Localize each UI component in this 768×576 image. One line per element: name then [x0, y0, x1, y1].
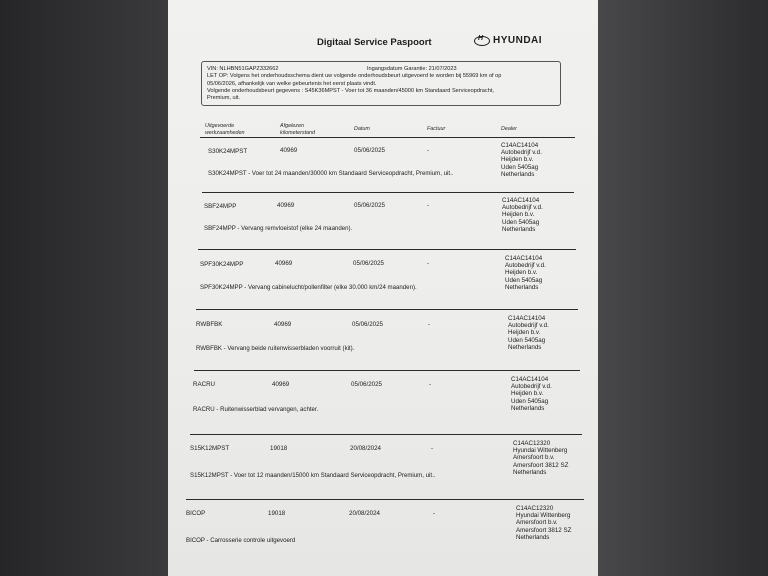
- record-description: RWBFBK - Vervang beide ruitenwisserbladen voorruit (kit).: [196, 345, 355, 352]
- record-code: SPF30K24MPP: [200, 261, 244, 268]
- header-divider: [200, 137, 575, 138]
- record-invoice: -: [431, 445, 434, 452]
- record-divider: [186, 499, 584, 500]
- record-dealer: C14AC14104 Autobedrijf v.d. Heijden b.v. Uden 5405ag Netherlands: [502, 197, 543, 233]
- record-date: 05/06/2025: [351, 381, 382, 388]
- column-header-dealer: Dealer: [501, 126, 517, 132]
- vin-number: VIN: NLHBN51GAPZ332662: [207, 66, 279, 72]
- record-date: 20/08/2024: [349, 510, 380, 517]
- notice-line-1: LET OP: Volgens het onderhoudsschema dient uw volgende onderhoudsbeurt uitgevoerd te worden bij 55969 km of op: [207, 73, 502, 80]
- hyundai-logo-icon: [474, 36, 490, 46]
- column-header-work: Uitgevoerde werkzaamheden: [205, 123, 245, 136]
- record-code: S15K12MPST: [190, 445, 230, 452]
- record-dealer: C14AC12320 Hyundai Wittenberg Amersfoort b.v. Amersfoort 3812 SZ Netherlands: [513, 440, 569, 476]
- vehicle-info-box: [201, 61, 561, 106]
- record-divider: [202, 192, 574, 193]
- column-header-km: Afgelezen kilometerstand: [280, 123, 316, 136]
- record-invoice: -: [429, 381, 432, 388]
- record-code: BICOP: [186, 510, 206, 517]
- record-code: S30K24MPST: [208, 148, 248, 155]
- record-km: 40969: [274, 321, 292, 328]
- service-record: [168, 373, 598, 435]
- record-invoice: -: [433, 510, 436, 517]
- record-km: 19018: [270, 445, 288, 452]
- record-km: 40969: [272, 381, 290, 388]
- brand-logo: [474, 35, 542, 46]
- service-record: [168, 252, 598, 314]
- next-service-line-2: Premium, uit.: [207, 95, 240, 102]
- record-dealer: C14AC14104 Autobedrijf v.d. Heijden b.v. Uden 5405ag Netherlands: [508, 315, 549, 351]
- record-dealer: C14AC14104 Autobedrijf v.d. Heijden b.v. Uden 5405ag Netherlands: [501, 142, 542, 178]
- service-record: [168, 195, 598, 257]
- notice-line-2: 05/06/2026, afhankelijk van welke gebeurtenis het eerst plaats vindt.: [207, 80, 377, 87]
- record-code: SBF24MPP: [204, 203, 237, 210]
- background-right: [598, 0, 768, 576]
- record-divider: [198, 249, 576, 250]
- record-description: RACRU - Ruitenwisserblad vervangen, achter.: [193, 406, 319, 413]
- service-passport-sheet: [168, 0, 598, 576]
- record-km: 40969: [275, 260, 293, 267]
- column-header-invoice: Factuur: [427, 126, 446, 132]
- record-dealer: C14AC12320 Hyundai Wittenberg Amersfoort b.v. Amersfoort 3812 SZ Netherlands: [516, 505, 572, 541]
- record-dealer: C14AC14104 Autobedrijf v.d. Heijden b.v. Uden 5405ag Netherlands: [511, 376, 552, 412]
- record-invoice: -: [428, 321, 431, 328]
- record-divider: [190, 434, 582, 435]
- record-description: S30K24MPST - Voer tot 24 maanden/30000 km Standaard Serviceopdracht, Premium, uit..: [208, 170, 454, 177]
- record-dealer: C14AC14104 Autobedrijf v.d. Heijden b.v. Uden 5405ag Netherlands: [505, 255, 546, 291]
- record-date: 05/06/2025: [353, 260, 384, 267]
- record-invoice: -: [427, 202, 430, 209]
- brand-name: HYUNDAI: [493, 35, 543, 46]
- record-date: 05/06/2025: [354, 202, 385, 209]
- record-divider: [196, 309, 578, 310]
- record-description: SBF24MPP - Vervang remvloeistof (elke 24 maanden).: [204, 225, 353, 232]
- service-record: [168, 312, 598, 374]
- warranty-start-date: Ingangsdatum Garantie: 21/07/2023: [367, 66, 457, 72]
- record-km: 19018: [268, 510, 286, 517]
- background-left: [0, 0, 168, 576]
- record-invoice: -: [427, 147, 430, 154]
- next-service-line-1: Volgende onderhoudsbeurt gegevens : S45K36MPST - Voer tot 36 maanden/45000 km Standaard Serviceopdracht,: [207, 87, 494, 94]
- record-description: BICOP - Carrosserie controle uitgevoerd: [186, 537, 296, 544]
- record-description: S15K12MPST - Voer tot 12 maanden/15000 km Standaard Serviceopdracht, Premium, uit..: [190, 472, 436, 479]
- service-record: [168, 437, 598, 499]
- record-km: 40969: [277, 202, 295, 209]
- service-record: [168, 502, 598, 564]
- record-date: 20/08/2024: [350, 445, 381, 452]
- record-divider: [194, 370, 580, 371]
- record-code: RWBFBK: [196, 321, 223, 328]
- record-date: 05/06/2025: [354, 147, 385, 154]
- record-description: SPF30K24MPP - Vervang cabinelucht/pollenfilter (elke 30.000 km/24 maanden).: [200, 284, 417, 291]
- record-invoice: -: [427, 260, 430, 267]
- column-header-date: Datum: [354, 126, 370, 132]
- record-km: 40969: [280, 147, 298, 154]
- record-date: 05/06/2025: [352, 321, 383, 328]
- record-code: RACRU: [193, 381, 216, 388]
- document-title: Digitaal Service Paspoort: [317, 37, 432, 48]
